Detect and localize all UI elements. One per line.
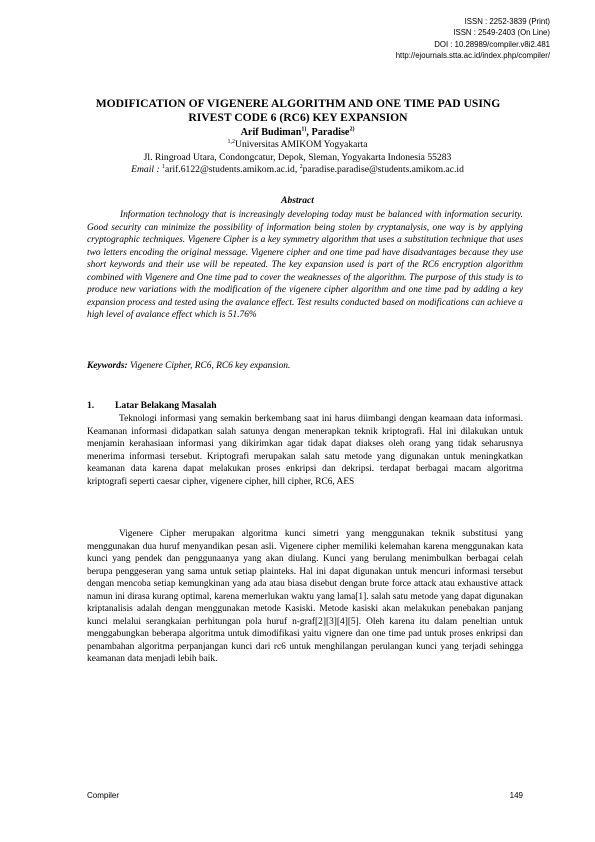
- author-1: Arif Budiman: [240, 127, 302, 138]
- address: Jl. Ringroad Utara, Condongcatur, Depok, Sleman, Yogyakarta Indonesia 55283: [143, 151, 452, 163]
- author-names: [60, 127, 535, 139]
- email-line: [60, 164, 535, 176]
- abstract-heading: Abstract: [281, 196, 314, 206]
- issn-print: ISSN : 2252-3839 (Print): [464, 17, 550, 26]
- email-2-sup: 2: [299, 163, 303, 170]
- keywords: Vigenere Cipher, RC6, RC6 key expansion.: [127, 361, 291, 371]
- section-heading: [87, 400, 217, 411]
- email-label: Email :: [131, 163, 163, 175]
- section-title: Latar Belakang Masalah: [115, 400, 217, 411]
- affiliation-sup: 1,2: [227, 139, 236, 146]
- author-separator: ,: [306, 127, 312, 138]
- paper-title: MODIFICATION OF VIGENERE ALGORITHM AND ONE TIME PAD USING RIVEST CODE 6 (RC6) KEY EXPANSION: [95, 97, 501, 124]
- issn-online: ISSN : 2549-2403 (On Line): [453, 28, 550, 38]
- author-1-sup: 1): [301, 126, 307, 133]
- paragraph-2: Vigenere Cipher merupakan algoritma kunci simetri yang menggunakan teknik substitusi yang menggunakan dua huruf menyandikan pesan asli. Vigenere cipher memiliki kelemahan karena menggunakan kata kunci yang pendek dan penggunaanya yang akan diulang. Kunci yang berulang menimbulkan berbagai celah berupa penggeseran yang sama untuk setiap plainteks. Hal ini dapat digunakan untuk mencuri informasi tersebut dengan mencoba setiap kemungkinan yang ada atau biasa disebut dengan brute force attack atau exhaustive attack namun ini dirasa kurang optimal, karena memerlukan waktu yang lama[1]. salah satu metode yang dapat digunakan kriptanalisis adalah dengan menggunakan metode Kasiski. Metode kasiski akan melakukan penebakan panjang kunci melalui serangkaian perhitungan pola huruf n-graf[2][3][4][5]. Oleh karena itu dalam peneltian untuk menggabungkan beberapa algoritma untuk dimodifikasi yaitu vignere dan one time pad untuk proses enkripsi dan penambahan algoritma perpanjangan kunci dari rc6 untuk menghilangan perulangan kunci yang terjadi sehingga keamanan data menjadi lebih baik.: [87, 529, 523, 664]
- journal-header: [396, 16, 550, 62]
- email-1-sup: 1: [162, 163, 166, 170]
- page-number: 149: [509, 791, 523, 800]
- keywords-label: Keywords:: [87, 361, 128, 371]
- paragraph-1: Teknologi informasi yang semakin berkembang saat ini harus diimbangi dengan keamaan data informasi. Keamanan informasi didapatkan salah satunya dengan menerapkan teknik kriptografi. Hal ini dilakukan untuk menjamin kerahasiaan informasi yang dikirimkan agar tidak dapat diakses oleh orang yang tidak seharusnya menerima informasi tersebut. Kriptografi merupakan salah satu metode yang digunakan untuk meningkatkan keamanan data karena dapat melakukan proses enkripsi dan dekripsi. terdapat berbagai macam algoritma kriptografi seperti caesar cipher, vigenere cipher, hill cipher, RC6, AES: [87, 414, 523, 487]
- journal-url[interactable]: http://ejournals.stta.ac.id/index.php/compiler/: [395, 51, 550, 61]
- author-2: Paradise: [311, 127, 350, 138]
- section-number: 1.: [87, 400, 95, 411]
- affiliation: Universitas AMIKOM Yogyakarta: [235, 139, 368, 151]
- abstract-body: Information technology that is increasingly developing today must be balanced with information security. Good security can minimize the possibility of information being stolen by cryptanalysis, one way is by applying cryptographic techniques. Vigenere Cipher is a key symmetry algorithm that uses a substitution technique that uses two letters encoding the original message. Vigenere cipher and one time pad have disadvantages because they use short keywords and their use will be repeated. The key expansion used is part of the RC6 encryption algorithm combined with Vigenere and One time pad to cover the weaknesses of the algorithm. The purpose of this study is to produce new variations with the modification of the vigenere cipher algorithm and one time pad by adding a key expansion process and tested using the avalance effect. Test results conducted based on modifications can achieve a high level of avalance effect which is 51.76%: [87, 210, 523, 320]
- affiliation-line: [60, 139, 535, 151]
- keywords-line: [87, 360, 523, 373]
- footer-journal: Compiler: [87, 791, 120, 800]
- email-1[interactable]: arif.6122@students.amikom.ac.id,: [165, 163, 300, 175]
- email-2[interactable]: paradise.paradise@students.amikom.ac.id: [302, 163, 464, 175]
- author-block: [60, 127, 535, 176]
- doi: DOI : 10.28989/compiler.v8i2.481: [434, 39, 550, 49]
- author-2-sup: 2): [349, 126, 355, 133]
